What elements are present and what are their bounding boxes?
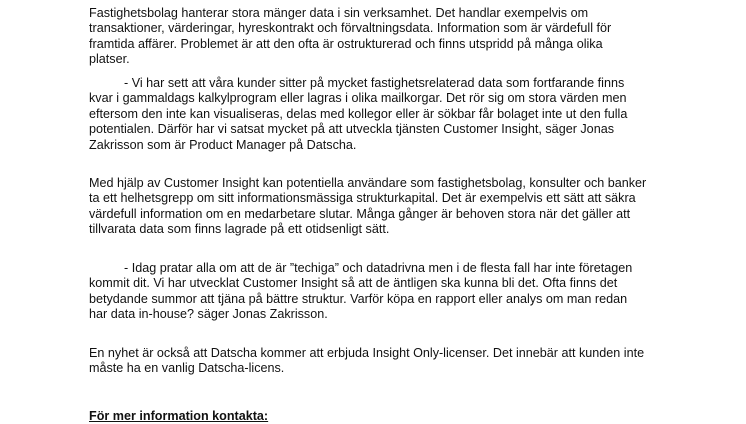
text-line: transaktioner, värderingar, hyreskontrakt och förvaltningsdata. Information som är värdefull för bbox=[89, 21, 612, 36]
text-line: Zakrisson som är Product Manager på Datscha. bbox=[89, 137, 357, 152]
text-line: - Idag pratar alla om att de är ”techiga” och datadrivna men i de flesta fall har inte företagen bbox=[124, 261, 633, 275]
paragraph-intro bbox=[89, 6, 689, 68]
text-line: framtida affärer. Problemet är att den ofta är ostrukturerad och finns utspridd på många olika bbox=[89, 36, 603, 51]
text-line: värdefull information om en medarbetare slutar. Många gånger är behoven stora när det gäller att bbox=[89, 206, 631, 221]
text-line: platser. bbox=[89, 52, 130, 67]
text-line: ta ett helhetsgrepp om sitt informationsmässiga strukturkapital. Det är exempelvis ett sätt att säkra bbox=[89, 191, 636, 206]
contact-heading: För mer information kontakta: bbox=[89, 409, 269, 423]
paragraph-insight-only bbox=[89, 346, 689, 377]
text-line: potentialen. Därför har vi satsat mycket på att utveckla tjänsten Customer Insight, säger Jonas bbox=[89, 122, 614, 137]
text-line: Fastighetsbolag hanterar stora mänger data i sin verksamhet. Det handlar exempelvis om bbox=[89, 6, 589, 20]
text-line: Med hjälp av Customer Insight kan potentiella användare som fastighetsbolag, konsulter och banker bbox=[89, 176, 647, 190]
text-line: kvar i gammaldags kalkylprogram eller lagras i olika mailkorgar. Det rör sig om stora värden men bbox=[89, 91, 627, 106]
text-line: eftersom den inte kan visualiseras, delas med kollegor eller är sökbar får bolaget inte ut den fulla bbox=[89, 106, 628, 121]
text-line: kommit dit. Vi har utvecklat Customer Insight så att de äntligen ska kunna bli det. Ofta finns det bbox=[89, 276, 618, 291]
text-line: En nyhet är också att Datscha kommer att erbjuda Insight Only-licenser. Det innebär att kunden inte bbox=[89, 346, 645, 360]
paragraph-quote-1 bbox=[89, 76, 689, 153]
paragraph-customer-insight bbox=[89, 176, 689, 238]
text-line: - Vi har sett att våra kunder sitter på mycket fastighetsrelaterad data som fortfarande finns bbox=[124, 76, 625, 90]
text-line: har data in-house? säger Jonas Zakrisson. bbox=[89, 307, 328, 322]
paragraph-quote-2 bbox=[89, 261, 689, 323]
text-line: betydande summor att tjäna på bättre struktur. Varför köpa en rapport eller analys om man redan bbox=[89, 291, 628, 306]
text-line: tillvarata data som finns lagrade på ett otidsenligt sätt. bbox=[89, 222, 390, 237]
text-line: måste ha en vanlig Datscha-licens. bbox=[89, 361, 285, 376]
